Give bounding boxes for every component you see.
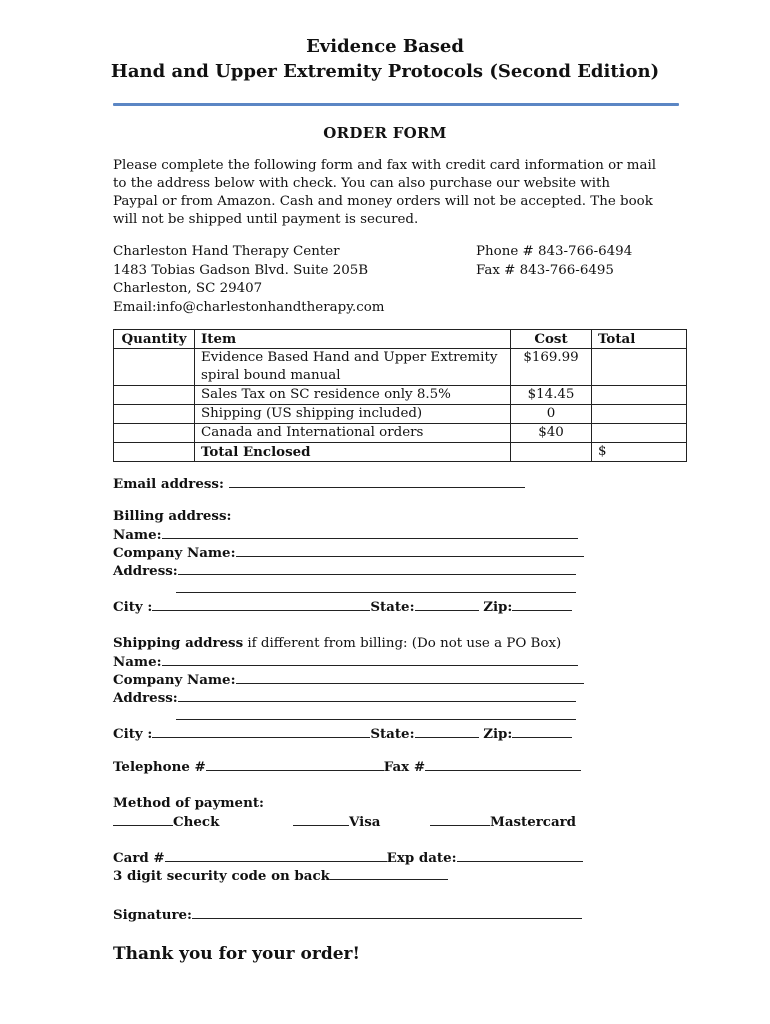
shipping-city-field[interactable]	[152, 724, 370, 738]
shipping-address-label: Address:	[113, 690, 178, 706]
billing-address-field[interactable]	[178, 561, 576, 575]
billing-address-label: Address:	[113, 563, 178, 579]
fax-field[interactable]	[425, 757, 581, 771]
document-title-line2: Hand and Upper Extremity Protocols (Second Edition)	[110, 61, 660, 82]
quantity-cell[interactable]	[114, 349, 195, 386]
shipping-city-label: City :	[113, 726, 153, 742]
security-code-row	[113, 866, 448, 885]
card-number-field[interactable]	[165, 848, 387, 862]
billing-company-field[interactable]	[236, 543, 584, 557]
visa-field[interactable]	[293, 812, 349, 826]
total-enclosed-value[interactable]: $	[592, 443, 687, 462]
contact-street: 1483 Tobias Gadson Blvd. Suite 205B	[113, 262, 369, 278]
billing-state-label: State:	[370, 599, 415, 615]
check-label: Check	[173, 814, 220, 830]
email-field[interactable]	[229, 474, 525, 488]
signature-label: Signature:	[113, 907, 192, 923]
payment-visa-option	[293, 812, 380, 831]
contact-phone: Phone # 843-766-6494	[476, 244, 633, 259]
payment-heading: Method of payment:	[113, 795, 264, 811]
billing-name-label: Name:	[113, 527, 162, 543]
shipping-heading: Shipping address	[113, 635, 244, 651]
signature-row	[113, 905, 582, 924]
total-cell[interactable]	[592, 424, 687, 443]
intro-paragraph: Please complete the following form and fax with credit card information or mail to the address below with check. You can also purchase our website with Paypal or from Amazon. Cash and money orders will not be accepted. The book will not be shipped until payment is secured.	[113, 158, 657, 227]
table-header-row	[114, 330, 687, 349]
payment-check-option	[113, 812, 219, 831]
shipping-company-field[interactable]	[236, 670, 584, 684]
shipping-note: if different from billing: (Do not use a PO Box)	[243, 636, 562, 651]
order-form-heading: ORDER FORM	[323, 124, 447, 142]
billing-company-label: Company Name:	[113, 545, 236, 561]
visa-label: Visa	[349, 814, 381, 830]
card-row	[113, 848, 583, 867]
signature-field[interactable]	[192, 905, 582, 919]
security-code-field[interactable]	[330, 866, 448, 880]
security-code-label: 3 digit security code on back	[113, 868, 330, 884]
item-header: Item	[195, 330, 511, 349]
quantity-cell[interactable]	[114, 424, 195, 443]
table-row	[114, 349, 687, 386]
email-row	[113, 474, 525, 493]
table-row	[114, 424, 687, 443]
quantity-header: Quantity	[114, 330, 195, 349]
total-cell[interactable]	[592, 349, 687, 386]
shipping-heading-row	[113, 634, 561, 653]
table-row	[114, 386, 687, 405]
contact-fax: Fax # 843-766-6495	[476, 262, 614, 278]
shipping-state-field[interactable]	[415, 724, 479, 738]
telephone-label: Telephone #	[113, 759, 206, 775]
telephone-field[interactable]	[206, 757, 384, 771]
contact-email: Email:info@charlestonhandtherapy.com	[113, 299, 385, 315]
billing-address-row	[113, 561, 576, 580]
shipping-address-line2-row	[176, 706, 576, 725]
contact-address	[113, 243, 385, 317]
shipping-state-label: State:	[370, 726, 415, 742]
contact-city: Charleston, SC 29407	[113, 281, 263, 296]
order-table	[113, 329, 687, 462]
cost-cell: $14.45	[511, 386, 592, 405]
shipping-name-field[interactable]	[162, 652, 578, 666]
billing-zip-field[interactable]	[512, 597, 572, 611]
quantity-cell[interactable]	[114, 405, 195, 424]
shipping-zip-label: Zip:	[483, 726, 513, 742]
item-cell: Evidence Based Hand and Upper Extremity spiral bound manual	[195, 349, 511, 386]
exp-date-field[interactable]	[457, 848, 583, 862]
shipping-address-row	[113, 688, 576, 707]
contact-phone-fax	[476, 243, 632, 280]
cost-cell: $169.99	[511, 349, 592, 386]
billing-address-line2-row	[176, 579, 576, 598]
total-cell[interactable]	[592, 405, 687, 424]
table-row	[114, 405, 687, 424]
billing-state-field[interactable]	[415, 597, 479, 611]
total-cell[interactable]	[592, 386, 687, 405]
cost-header: Cost	[511, 330, 592, 349]
cost-cell: 0	[511, 405, 592, 424]
email-label: Email address:	[113, 476, 224, 492]
check-field[interactable]	[113, 812, 173, 826]
shipping-company-row	[113, 670, 584, 689]
item-cell: Sales Tax on SC residence only 8.5%	[195, 386, 511, 405]
shipping-name-label: Name:	[113, 654, 162, 670]
contact-org: Charleston Hand Therapy Center	[113, 244, 340, 259]
mastercard-field[interactable]	[430, 812, 490, 826]
item-cell: Canada and International orders	[195, 424, 511, 443]
telephone-row	[113, 757, 581, 776]
billing-heading: Billing address:	[113, 508, 232, 524]
billing-name-row	[113, 525, 578, 544]
document-title-line1: Evidence Based	[306, 36, 464, 57]
total-row	[114, 443, 687, 462]
item-cell: Shipping (US shipping included)	[195, 405, 511, 424]
title-divider	[113, 103, 679, 106]
cost-cell: $40	[511, 424, 592, 443]
billing-name-field[interactable]	[162, 525, 578, 539]
shipping-company-label: Company Name:	[113, 672, 236, 688]
shipping-zip-field[interactable]	[512, 724, 572, 738]
billing-company-row	[113, 543, 584, 562]
card-number-label: Card #	[113, 850, 165, 866]
shipping-city-row	[113, 724, 572, 743]
billing-city-label: City :	[113, 599, 153, 615]
thank-you-message: Thank you for your order!	[113, 944, 360, 964]
quantity-cell	[114, 443, 195, 462]
cost-cell	[511, 443, 592, 462]
billing-address-line2-field[interactable]	[176, 579, 576, 593]
exp-date-label: Exp date:	[386, 850, 457, 866]
shipping-name-row	[113, 652, 578, 671]
billing-city-row	[113, 597, 572, 616]
quantity-cell[interactable]	[114, 386, 195, 405]
fax-label: Fax #	[383, 759, 426, 775]
total-header: Total	[592, 330, 687, 349]
shipping-address-line2-field[interactable]	[176, 706, 576, 720]
mastercard-label: Mastercard	[490, 814, 577, 830]
shipping-address-field[interactable]	[178, 688, 576, 702]
billing-city-field[interactable]	[152, 597, 370, 611]
billing-zip-label: Zip:	[483, 599, 513, 615]
payment-mastercard-option	[430, 812, 576, 831]
total-enclosed-label: Total Enclosed	[195, 443, 511, 462]
